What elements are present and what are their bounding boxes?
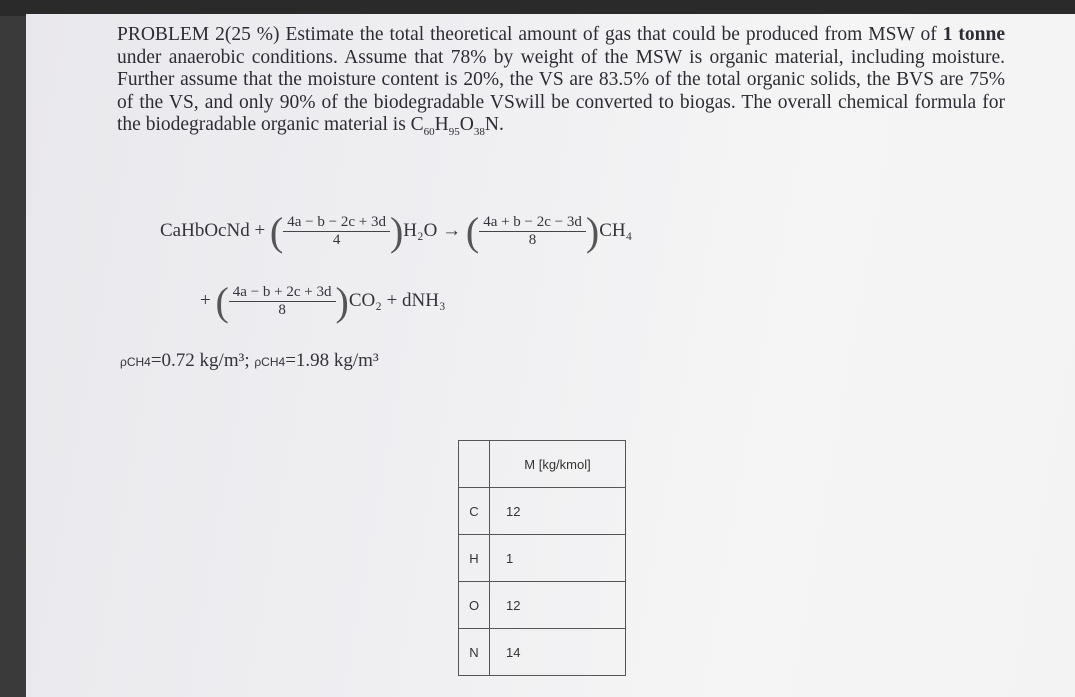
table-cell-element: H	[459, 535, 490, 582]
paren-close: )	[389, 209, 404, 254]
problem-text-2: under anaerobic conditions. Assume that 78% by weight of the MSW is organic material, including moisture. Further assume that the moisture content is 20%, the VS are 83.5% of the total organic solids, the BVS are 75% of the VS, and only 90% of the biodegradable VSwill be converted to biogas. The overall chemical formula for the biodegradable organic material is C	[117, 46, 1005, 135]
rho1-label: ρCH4	[120, 355, 151, 369]
paren-open-2: (	[465, 209, 480, 254]
paren-close-3: )	[335, 279, 349, 324]
formula-n: N.	[484, 114, 504, 135]
problem-statement	[117, 24, 1005, 143]
table-header-row	[459, 441, 626, 488]
problem-label: PROBLEM 2	[117, 24, 225, 45]
densities-line	[120, 350, 379, 372]
table-row	[459, 629, 626, 676]
table-row	[459, 535, 626, 582]
eq-ch4: CH₄	[599, 219, 633, 241]
water-num: 4a − b − 2c + 3d	[283, 214, 390, 232]
formula-sub-c: 60	[423, 125, 435, 138]
table-cell-element: N	[459, 629, 490, 676]
problem-text-1: Estimate the total theoretical amount of gas that could be produced from MSW of	[285, 24, 937, 45]
formula-sub-o: 38	[473, 125, 485, 138]
eq-reactant: CaHbOcNd +	[160, 219, 266, 241]
problem-percent: (25 %)	[224, 24, 280, 45]
table-header: M [kg/kmol]	[490, 441, 626, 488]
molar-mass-table	[458, 440, 626, 676]
water-coefficient	[283, 214, 390, 249]
ch4-den: 8	[528, 232, 537, 248]
table-cell-value: 1	[490, 535, 626, 582]
table-row	[459, 582, 626, 629]
eq-plus: +	[200, 289, 211, 311]
table-cell-element: O	[459, 582, 490, 629]
rho2-value: =1.98 kg/m³	[285, 350, 379, 371]
paren-close-2: )	[585, 209, 600, 254]
paren-open-3: (	[215, 279, 229, 324]
table-header-empty	[459, 441, 490, 488]
eq-water: H₂O →	[403, 219, 462, 241]
ch4-coefficient	[479, 214, 586, 249]
eq-co2: CO₂ + dNH₃	[348, 289, 446, 311]
co2-den: 8	[278, 302, 286, 318]
equation-line-2	[200, 278, 446, 325]
formula-o: O	[459, 114, 474, 135]
paren-open: (	[269, 209, 284, 254]
formula-h: H	[434, 114, 449, 135]
water-den: 4	[332, 232, 341, 248]
co2-coefficient	[229, 284, 336, 319]
equation-line-1	[160, 208, 632, 255]
table-cell-value: 12	[490, 488, 626, 535]
table-row	[459, 488, 626, 535]
problem-amount: 1 tonne	[942, 24, 1005, 45]
formula-sub-h: 95	[448, 125, 460, 138]
table-cell-value: 14	[490, 629, 626, 676]
ch4-num: 4a + b − 2c − 3d	[479, 214, 586, 232]
rho2-label: ρCH4	[254, 355, 286, 369]
table-cell-value: 12	[490, 582, 626, 629]
co2-num: 4a − b + 2c + 3d	[229, 284, 336, 302]
rho1-value: =0.72 kg/m³;	[150, 350, 250, 371]
table-cell-element: C	[459, 488, 490, 535]
